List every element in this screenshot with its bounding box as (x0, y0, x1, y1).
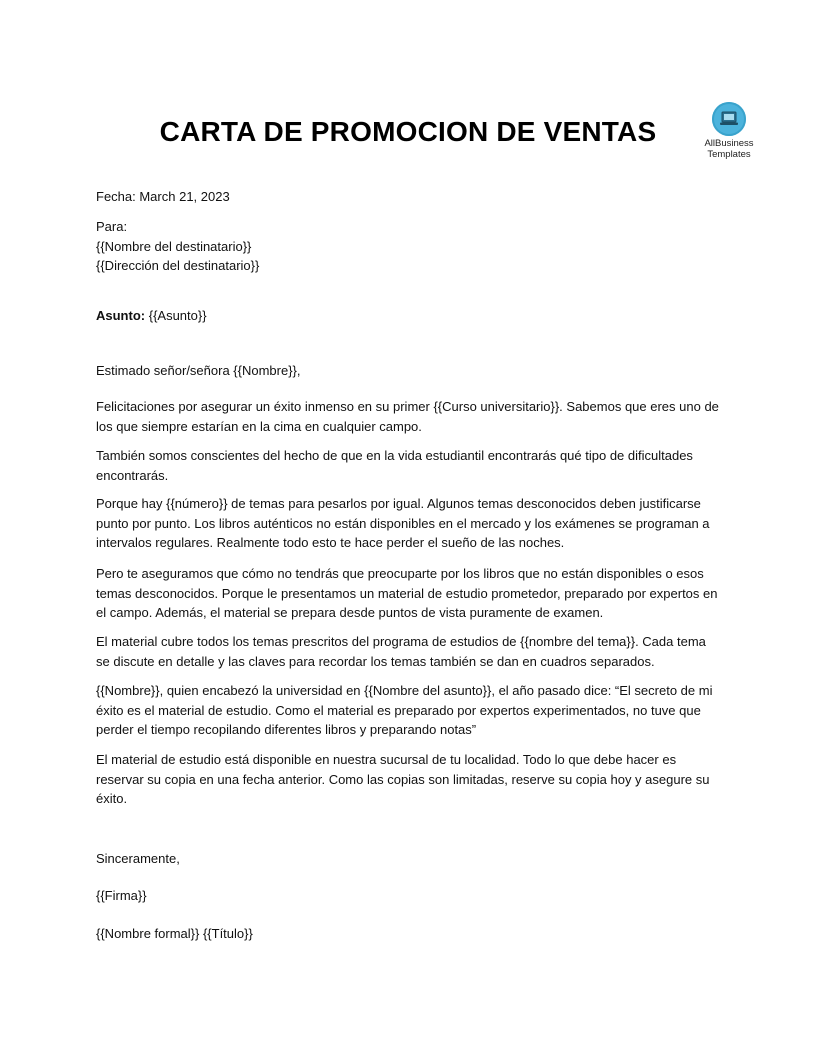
recipient-block (96, 217, 721, 276)
signature-placeholder: {{Firma}} (96, 888, 147, 903)
greeting: Estimado señor/señora {{Nombre}}, (96, 363, 301, 378)
date-line: Fecha: March 21, 2023 (96, 189, 230, 204)
formal-name-placeholder: {{Nombre formal}} {{Título}} (96, 926, 253, 941)
closing: Sinceramente, (96, 851, 180, 866)
paragraph-1: Felicitaciones por asegurar un éxito inmenso en su primer {{Curso universitario}}. Sabemos que eres uno de los que siempre estarían en la cima en cualquier campo. (96, 399, 719, 434)
subject-label: Asunto: (96, 308, 146, 323)
recipient-address: {{Dirección del destinatario}} (96, 258, 260, 273)
document-title: CARTA DE PROMOCION DE VENTAS (159, 116, 657, 147)
paragraph-6: {{Nombre}}, quien encabezó la universidad en {{Nombre del asunto}}, el año pasado dice: “El secreto de mi éxito es el material de estudio. Como el material es preparado por expertos experimentados, no tuve que perder el tiempo recopilando diferentes libros y preparando notas” (96, 683, 713, 737)
paragraph-4: Pero te aseguramos que cómo no tendrás que preocuparte por los libros que no están disponibles o esos temas desconocidos. Porque le presentamos un material de estudio prometedor, preparado por expertos en el campo. Además, el material se prepara desde puntos de vista puramente de examen. (96, 566, 718, 620)
recipient-label: Para: (96, 219, 128, 234)
paragraph-3: Porque hay {{número}} de temas para pesarlos por igual. Algunos temas desconocidos deben justificarse punto por punto. Los libros auténticos no están disponibles en el mercado y los exámenes se programan a intervalos regulares. Realmente todo esto te hace perder el sueño de las noches. (96, 496, 710, 550)
logo-text: AllBusiness Templates (704, 138, 754, 160)
recipient-name: {{Nombre del destinatario}} (96, 238, 252, 254)
laptop-icon (712, 102, 746, 136)
paragraph-7: El material de estudio está disponible en nuestra sucursal de tu localidad. Todo lo que debe hacer es reservar su copia en una fecha anterior. Como las copias son limitadas, reserve su copia hoy y asegure su éxito. (96, 752, 710, 806)
paragraph-5: El material cubre todos los temas prescritos del programa de estudios de {{nombre del tema}}. Cada tema se discute en detalle y las claves para recordar los temas también se dan en cuadros separados. (96, 634, 706, 669)
subject-value: {{Asunto}} (145, 308, 207, 323)
allbusiness-logo (700, 102, 758, 160)
subject-line (96, 306, 721, 326)
paragraph-2: También somos conscientes del hecho de que en la vida estudiantil encontrarás qué tipo de dificultades encontrarás. (96, 448, 693, 483)
